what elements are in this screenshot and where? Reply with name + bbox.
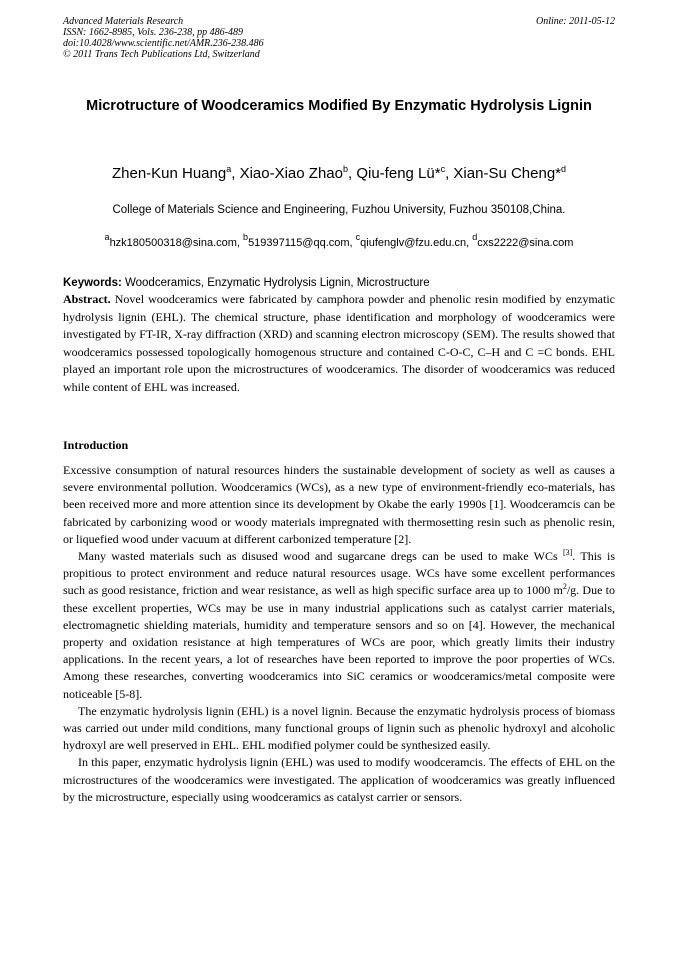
email-address: cxs2222@sina.com: [477, 237, 574, 249]
abstract-label: Abstract.: [63, 292, 111, 306]
copyright-line: © 2011 Trans Tech Publications Ltd, Switzerland: [63, 49, 260, 60]
unit-exponent: 2: [562, 582, 567, 592]
abstract: [63, 291, 615, 396]
email-mark: b: [243, 232, 249, 242]
paragraph: The enzymatic hydrolysis lignin (EHL) is a novel lignin. Because the enzymatic hydrolysis process of biomass was carried out under mild conditions, many functional groups of lignin such as phenolic hydroxyl and alcoholic hydroxyl are well preserved in EHL. EHL modified polymer could be synthesized easily.: [63, 703, 615, 753]
issn-line: ISSN: 1662-8985, Vols. 236-238, pp 486-489: [63, 27, 243, 38]
journal-name: Advanced Materials Research: [63, 16, 184, 27]
email-address: qiufenglv@fzu.edu.cn: [360, 237, 467, 249]
paragraph: In this paper, enzymatic hydrolysis lignin (EHL) was used to modify woodceramcis. The effects of EHL on the microstructures of the woodceramics were investigated. The application of woodceramics was greatly influenced by the microstructure, especially using woodceramics as catalyst carrier or sensors.: [63, 755, 615, 804]
introduction-body: [63, 462, 615, 806]
email-address: hzk180500318@sina.com: [109, 237, 237, 249]
keywords-text: Woodceramics, Enzymatic Hydrolysis Lignin, Microstructure: [121, 277, 430, 289]
journal-header: [63, 16, 615, 60]
author-name: Xian-Su Cheng*: [453, 165, 561, 182]
paragraph-text: Many wasted materials such as disused wood and sugarcane dregs can be used to make WCs: [78, 549, 563, 564]
author-affiliation-mark: c: [440, 164, 446, 174]
online-date: Online: 2011-05-12: [536, 16, 615, 27]
introduction-heading: Introduction: [63, 438, 129, 452]
paragraph-text: . This is propitious to protect environment and reduce natural resources usage. WCs have some excellent performances such as good resistance, friction and wear resistance, as well as high specific surface area up to 1000 m: [63, 549, 615, 598]
citation-superscript: [3]: [562, 548, 573, 558]
email-mark: a: [104, 232, 110, 242]
author-name: Xiao-Xiao Zhao: [239, 165, 343, 182]
paragraph: [63, 548, 615, 703]
affiliation: College of Materials Science and Engineering, Fuzhou University, Fuzhou 350108,China.: [112, 204, 566, 216]
author-list: Zhen-Kun Huang$^a$, Xiao-Xiao Zhao$^b$, Qiu-feng Lü*$^c$, Xian-Su Cheng*$^d$: [111, 164, 567, 182]
email-address: 519397115@qq.com: [248, 237, 350, 249]
keywords-label: Keywords:: [63, 277, 122, 289]
author-affiliation-mark: d: [561, 164, 567, 174]
author-name: Qiu-feng Lü*: [356, 165, 441, 182]
author-name: Zhen-Kun Huang: [111, 165, 227, 182]
doi-line: doi:10.4028/www.scientific.net/AMR.236-238.486: [63, 38, 264, 49]
abstract-text: Novel woodceramics were fabricated by camphora powder and phenolic resin modified by enzymatic hydrolysis lignin (EHL). The chemical structure, phase identification and morphology of woodceramics were investigated by FT-IR, X-ray diffraction (XRD) and scanning electron microscopy (SEM). The results showed that woodceramics possessed topologically homogenous structure and contained C-O-C, C–H and C =C bonds. EHL played an important role upon the microstructures of woodceramics. The disorder of woodceramics was reduced while content of EHL was increased.: [63, 292, 615, 394]
email-mark: c: [355, 232, 361, 242]
email-list: $^a$hzk180500318@sina.com, $^b$519397115@qq.com, $^c$qiufenglv@fzu.edu.cn, $^d$cxs2222@sina.com: [104, 232, 574, 249]
author-affiliation-mark: b: [342, 164, 348, 174]
email-mark: d: [472, 232, 478, 242]
paragraph: Excessive consumption of natural resources hinders the sustainable development of society as well as causes a severe environmental pollution. Woodceramics (WCs), as a new type of environment-friendly eco-materials, has been received more and more attention since its development by Okabe the early 1990s [1]. Woodceramcis can be fabricated by carbonizing wood or woody materials impregnated with thermosetting resin such as phenolic resin, or liquefied wood under vacuum at different carbonized temperature [2].: [63, 463, 615, 546]
author-affiliation-mark: a: [226, 164, 232, 174]
paper-title: Microtructure of Woodceramics Modified By Enzymatic Hydrolysis Lignin: [86, 98, 592, 114]
paragraph-text: /g. Due to these excellent properties, WCs may be use in many industrial applications such as catalyst carrier materials, electromagnetic shielding materials, humidity and temperature sensors and so on [4]. However, the mechanical property and oxidation resistance at high temperatures of WCs are poor, which greatly limits their industry applications. In the recent years, a lot of researches have been reported to improve the poor properties of WCs. Among these researches, converting woodceramics into SiC ceramics or woodceramics/metal composite were noticeable [5-8].: [63, 583, 615, 701]
keywords: [63, 275, 615, 291]
